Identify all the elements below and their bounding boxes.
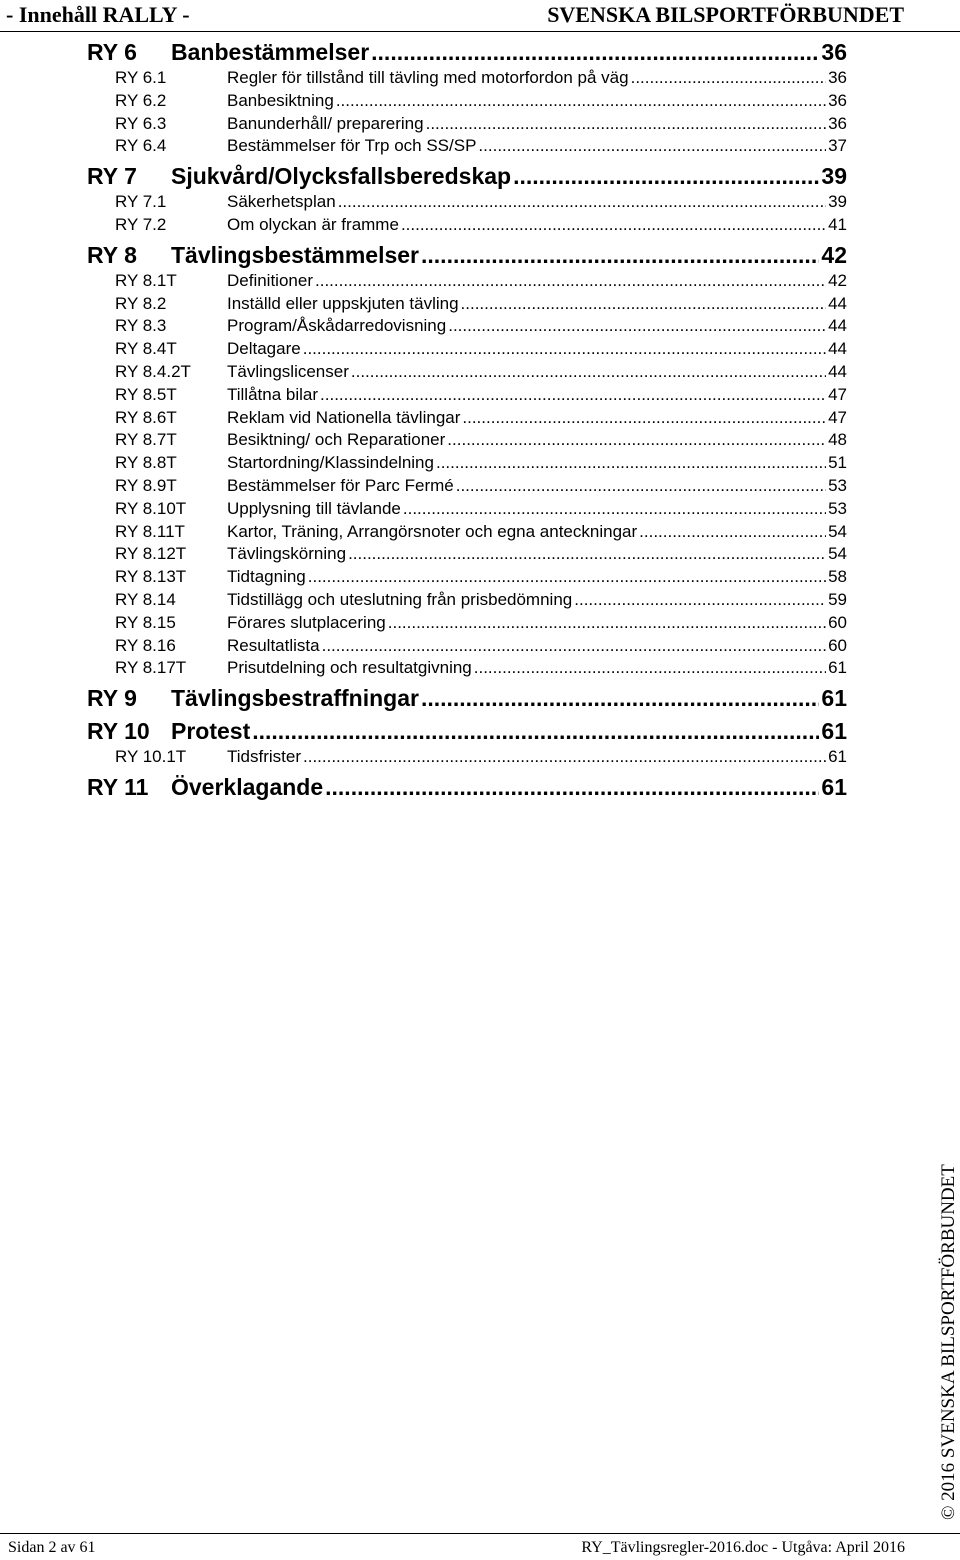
toc-section-entry[interactable] <box>87 67 847 90</box>
footer-page-number: Sidan 2 av 61 <box>8 1539 96 1556</box>
toc-chapter-entry[interactable] <box>87 241 847 270</box>
toc-entry-page: 41 <box>828 214 847 234</box>
toc-entry-title: Reklam vid Nationella tävlingar <box>227 407 461 427</box>
toc-entry-number: RY 6 <box>87 39 137 65</box>
toc-entry-number: RY 10.1T <box>115 747 187 767</box>
toc-entry-page: 47 <box>828 407 847 427</box>
toc-dot-leader <box>308 566 826 589</box>
toc-dot-leader <box>315 270 826 293</box>
toc-section-entry[interactable] <box>87 270 847 293</box>
toc-entry-number: RY 8.14 <box>115 589 176 609</box>
toc-entry-title: Besiktning/ och Reparationer <box>227 430 446 450</box>
header-section-title: - Innehåll RALLY - <box>6 2 190 27</box>
toc-entry-title: Överklagande <box>171 773 324 800</box>
table-of-contents <box>87 38 847 802</box>
toc-entry-page: 53 <box>828 498 847 518</box>
toc-section-entry[interactable] <box>87 543 847 566</box>
toc-entry-page: 61 <box>821 685 847 712</box>
toc-entry-title: Tävlingslicenser <box>227 361 349 381</box>
toc-entry-title: Kartor, Träning, Arrangörsnoter och egna anteckningar <box>227 521 638 541</box>
toc-entry-page: 36 <box>828 113 847 133</box>
toc-entry-title: Bestämmelser för Trp och SS/SP <box>227 136 477 156</box>
toc-entry-number: RY 8.9T <box>115 475 177 495</box>
toc-dot-leader <box>303 746 826 769</box>
toc-entry-page: 44 <box>828 293 847 313</box>
toc-dot-leader <box>351 361 826 384</box>
toc-entry-number: RY 8.8T <box>115 453 177 473</box>
toc-entry-number: RY 7.2 <box>115 214 167 234</box>
toc-entry-page: 48 <box>828 430 847 450</box>
toc-chapter-entry[interactable] <box>87 162 847 191</box>
toc-entry-title: Upplysning till tävlande <box>227 498 401 518</box>
toc-section-entry[interactable] <box>87 429 847 452</box>
toc-entry-title: Säkerhetsplan <box>227 192 336 212</box>
toc-dot-leader <box>371 38 819 67</box>
toc-entry-number: RY 8.15 <box>115 612 176 632</box>
side-copyright: © 2016 SVENSKA BILSPORTFÖRBUNDET <box>938 1164 959 1520</box>
toc-entry-number: RY 7.1 <box>115 192 167 212</box>
toc-entry-title: Tävlingsbestämmelser <box>171 241 420 268</box>
toc-dot-leader <box>574 589 826 612</box>
toc-entry-page: 47 <box>828 384 847 404</box>
toc-entry-number: RY 8.6T <box>115 407 177 427</box>
toc-entry-page: 54 <box>828 544 847 564</box>
toc-dot-leader <box>401 214 826 237</box>
toc-entry-title: Definitioner <box>227 270 313 290</box>
toc-entry-number: RY 8.17T <box>115 658 187 678</box>
toc-entry-number: RY 8.11T <box>115 521 185 541</box>
toc-entry-title: Regler för tillstånd till tävling med motorfordon på väg <box>227 68 629 87</box>
toc-entry-page: 61 <box>828 747 847 767</box>
toc-dot-leader <box>426 113 826 136</box>
toc-entry-page: 42 <box>821 241 847 268</box>
toc-entry-number: RY 8.4T <box>115 339 177 359</box>
toc-entry-page: 44 <box>828 316 847 336</box>
toc-entry-title: Tidsfrister <box>227 747 301 767</box>
toc-entry-page: 39 <box>821 163 847 190</box>
toc-dot-leader <box>631 67 826 90</box>
toc-entry-number: RY 9 <box>87 685 137 712</box>
toc-entry-page: 36 <box>821 39 847 65</box>
toc-section-entry[interactable] <box>87 90 847 113</box>
toc-entry-page: 61 <box>828 658 847 678</box>
toc-entry-title: Protest <box>171 718 251 745</box>
toc-dot-leader <box>348 543 826 566</box>
toc-section-entry[interactable] <box>87 589 847 612</box>
toc-entry-number: RY 8.13T <box>115 567 187 587</box>
toc-entry-page: 39 <box>828 192 847 212</box>
toc-entry-title: Tillåtna bilar <box>227 384 319 404</box>
toc-dot-leader <box>421 684 819 713</box>
toc-section-entry[interactable] <box>87 452 847 475</box>
toc-chapter-entry[interactable] <box>87 773 847 802</box>
toc-section-entry[interactable] <box>87 566 847 589</box>
toc-entry-title: Bestämmelser för Parc Fermé <box>227 475 454 495</box>
toc-section-entry[interactable] <box>87 135 847 158</box>
toc-dot-leader <box>303 338 826 361</box>
toc-section-entry[interactable] <box>87 315 847 338</box>
toc-entry-title: Banbesiktning <box>227 90 334 110</box>
toc-entry-number: RY 8.7T <box>115 430 177 450</box>
toc-section-entry[interactable] <box>87 407 847 430</box>
toc-entry-title: Startordning/Klassindelning <box>227 453 434 473</box>
toc-section-entry[interactable] <box>87 113 847 136</box>
toc-entry-page: 60 <box>828 612 847 632</box>
toc-entry-number: RY 11 <box>87 773 149 800</box>
toc-entry-page: 60 <box>828 635 847 655</box>
toc-section-entry[interactable] <box>87 361 847 384</box>
toc-entry-page: 51 <box>828 453 847 473</box>
toc-entry-title: Tidstillägg och uteslutning från prisbedömning <box>227 589 573 609</box>
toc-entry-number: RY 8.12T <box>115 544 187 564</box>
toc-entry-title: Tävlingsbestraffningar <box>171 685 419 712</box>
toc-section-entry[interactable] <box>87 657 847 680</box>
toc-entry-number: RY 8 <box>87 241 137 268</box>
toc-section-entry[interactable] <box>87 191 847 214</box>
toc-entry-number: RY 8.4.2T <box>115 361 191 381</box>
toc-dot-leader <box>639 521 826 544</box>
footer-rule <box>0 1533 960 1534</box>
toc-entry-title: Resultatlista <box>227 635 320 655</box>
toc-dot-leader <box>322 635 826 658</box>
toc-section-entry[interactable] <box>87 635 847 658</box>
toc-entry-title: Sjukvård/Olycksfallsberedskap <box>171 163 512 190</box>
toc-entry-page: 36 <box>828 90 847 110</box>
toc-entry-page: 61 <box>821 718 847 745</box>
toc-entry-title: Program/Åskådarredovisning <box>227 316 447 336</box>
toc-entry-page: 44 <box>828 361 847 381</box>
header-organization: SVENSKA BILSPORTFÖRBUNDET <box>547 2 904 27</box>
toc-entry-title: Prisutdelning och resultatgivning <box>227 658 472 678</box>
page-header <box>0 0 960 34</box>
toc-entry-page: 54 <box>828 521 847 541</box>
toc-dot-leader <box>403 498 826 521</box>
toc-entry-number: RY 8.3 <box>115 316 167 336</box>
toc-dot-leader <box>436 452 826 475</box>
toc-section-entry[interactable] <box>87 746 847 769</box>
toc-dot-leader <box>325 773 819 802</box>
toc-chapter-entry[interactable] <box>87 717 847 746</box>
toc-entry-title: Deltagare <box>227 339 301 359</box>
toc-entry-number: RY 8.10T <box>115 498 187 518</box>
toc-dot-leader <box>474 657 826 680</box>
toc-entry-title: Banunderhåll/ preparering <box>227 113 424 133</box>
toc-entry-title: Banbestämmelser <box>171 39 370 65</box>
toc-section-entry[interactable] <box>87 612 847 635</box>
toc-dot-leader <box>388 612 826 635</box>
toc-entry-number: RY 6.1 <box>115 68 167 87</box>
toc-section-entry[interactable] <box>87 498 847 521</box>
toc-section-entry[interactable] <box>87 384 847 407</box>
toc-dot-leader <box>336 90 826 113</box>
toc-dot-leader <box>461 293 827 316</box>
toc-entry-number: RY 7 <box>87 163 137 190</box>
toc-entry-title: Om olyckan är framme <box>227 214 399 234</box>
toc-entry-page: 36 <box>828 68 847 87</box>
toc-entry-page: 37 <box>828 136 847 156</box>
toc-dot-leader <box>448 315 826 338</box>
toc-entry-title: Tidtagning <box>227 567 306 587</box>
toc-entry-number: RY 8.16 <box>115 635 176 655</box>
toc-section-entry[interactable] <box>87 521 847 544</box>
toc-chapter-entry[interactable] <box>87 684 847 713</box>
toc-dot-leader <box>421 241 819 270</box>
toc-dot-leader <box>513 162 819 191</box>
toc-entry-page: 61 <box>821 773 847 800</box>
toc-section-entry[interactable] <box>87 338 847 361</box>
toc-entry-page: 59 <box>828 589 847 609</box>
toc-dot-leader <box>462 407 826 430</box>
toc-entry-page: 42 <box>828 270 847 290</box>
toc-dot-leader <box>447 429 826 452</box>
toc-chapter-entry[interactable] <box>87 38 847 67</box>
toc-entry-number: RY 8.5T <box>115 384 177 404</box>
toc-entry-page: 53 <box>828 475 847 495</box>
footer-document-info: RY_Tävlingsregler-2016.doc - Utgåva: April 2016 <box>581 1539 905 1556</box>
toc-entry-number: RY 6.3 <box>115 113 167 133</box>
toc-entry-number: RY 6.2 <box>115 90 167 110</box>
toc-entry-title: Tävlingskörning <box>227 544 347 564</box>
toc-dot-leader <box>456 475 826 498</box>
toc-entry-title: Inställd eller uppskjuten tävling <box>227 293 459 313</box>
toc-entry-number: RY 8.1T <box>115 270 177 290</box>
toc-section-entry[interactable] <box>87 214 847 237</box>
toc-section-entry[interactable] <box>87 293 847 316</box>
header-rule <box>0 31 960 32</box>
toc-entry-number: RY 8.2 <box>115 293 167 313</box>
page-footer <box>0 1533 960 1557</box>
toc-entry-number: RY 6.4 <box>115 136 167 156</box>
toc-dot-leader <box>252 717 819 746</box>
toc-entry-title: Förares slutplacering <box>227 612 386 632</box>
toc-section-entry[interactable] <box>87 475 847 498</box>
toc-entry-page: 58 <box>828 567 847 587</box>
toc-dot-leader <box>320 384 826 407</box>
toc-entry-page: 44 <box>828 339 847 359</box>
toc-entry-number: RY 10 <box>87 718 150 745</box>
toc-dot-leader <box>478 135 826 158</box>
toc-dot-leader <box>338 191 826 214</box>
